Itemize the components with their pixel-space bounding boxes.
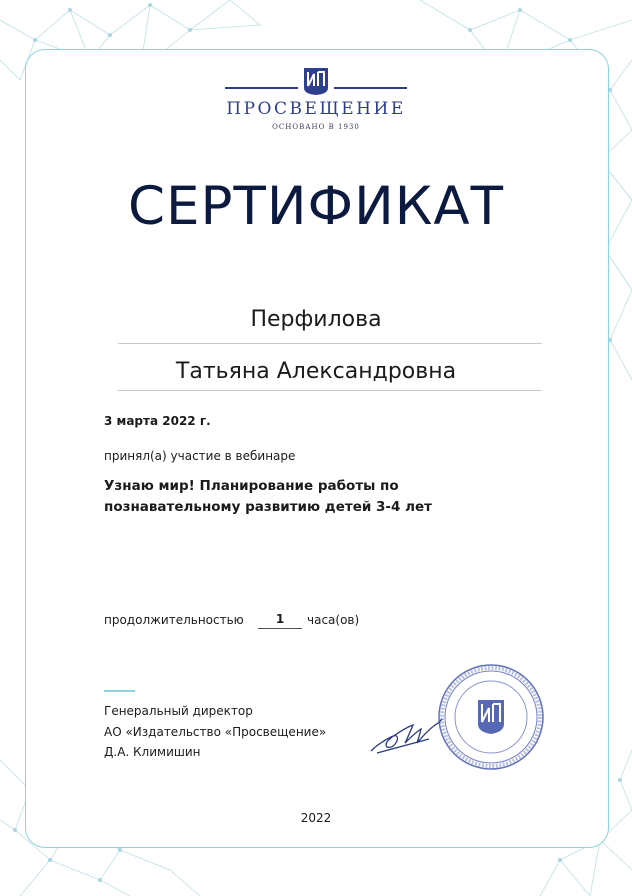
certificate-title: СЕРТИФИКАТ — [127, 176, 504, 237]
given-names-underline — [118, 390, 542, 391]
certificate-year: 2022 — [300, 811, 332, 825]
signatory-name: Д.А. Климишин — [104, 745, 201, 759]
director-signature — [369, 713, 444, 757]
webinar-topic-line-1: Узнаю мир! Планирование работы по — [104, 478, 399, 494]
recipient-surname: Перфилова — [250, 307, 382, 332]
signatory-position: Генеральный директор — [104, 704, 253, 718]
event-date: 3 марта 2022 г. — [104, 414, 211, 428]
recipient-given-names: Татьяна Александровна — [175, 359, 457, 384]
logo-rule-right — [334, 87, 407, 89]
signatory-accent-line — [104, 690, 135, 692]
duration-value: 1 — [258, 612, 302, 629]
publisher-logo — [0, 66, 632, 136]
company-seal — [436, 662, 546, 772]
webinar-topic-line-2: познавательному развитию детей 3-4 лет — [104, 499, 432, 515]
signatory-organization: АО «Издательство «Просвещение» — [104, 725, 327, 739]
logo-rule-left — [225, 87, 298, 89]
publisher-founded: ОСНОВАНО В 1930 — [272, 123, 360, 131]
webinar-topic — [104, 476, 484, 518]
duration-unit: часа(ов) — [307, 613, 360, 627]
participation-text: принял(а) участие в вебинаре — [104, 449, 296, 463]
publisher-emblem-icon — [303, 66, 329, 96]
publisher-name: ПРОСВЕЩЕНИЕ — [226, 99, 406, 119]
duration-label: продолжительностью — [104, 613, 244, 627]
surname-underline — [118, 343, 542, 344]
